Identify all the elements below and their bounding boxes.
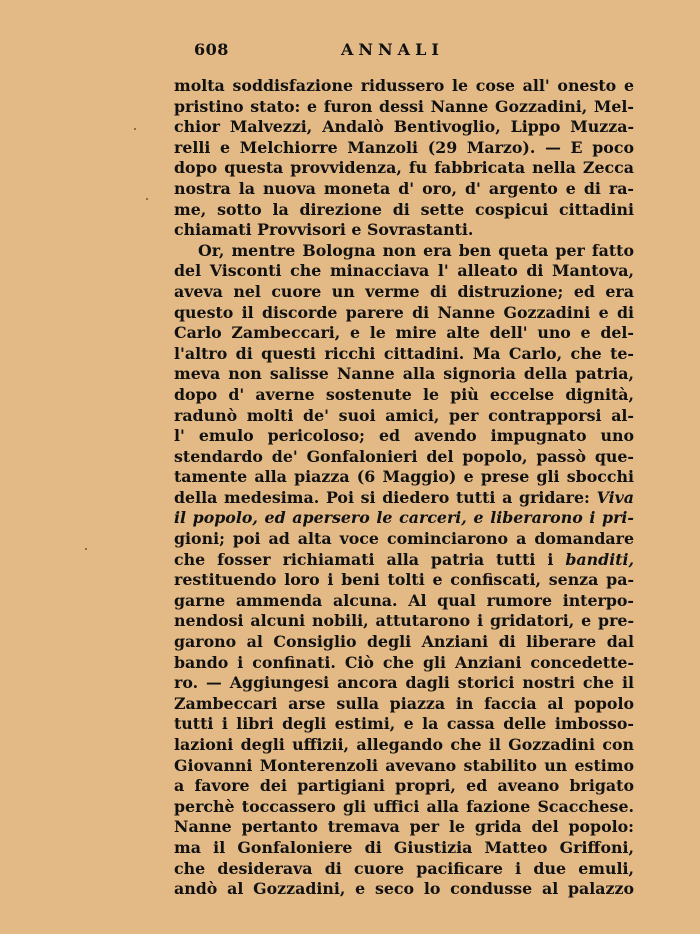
text-line: l'altro di questi ricchi cittadini. Ma Carlo, che te- bbox=[174, 343, 634, 363]
text-line: nendosi alcuni nobili, attutarono i gridatori, e pre- bbox=[174, 611, 634, 631]
text-line: Zambeccari arse sulla piazza in faccia al popolo bbox=[174, 693, 634, 713]
running-title: ANNALI bbox=[341, 40, 444, 59]
text-line: andò al Gozzadini, e seco lo condusse al palazzo bbox=[174, 879, 634, 899]
text-segment: della medesima. Poi si diedero tutti a gridare: bbox=[174, 487, 590, 507]
text-line: dopo questa provvidenza, fu fabbricata nella Zecca bbox=[174, 158, 634, 178]
text-line: dopo d' averne sostenute le più eccelse dignità, bbox=[174, 384, 634, 404]
text-line: Carlo Zambeccari, e le mire alte dell' uno e del- bbox=[174, 323, 634, 343]
page-number: 608 bbox=[194, 40, 229, 59]
body-text bbox=[174, 76, 634, 900]
text-line: Nanne pertanto tremava per le grida del popolo: bbox=[174, 817, 634, 837]
italic-word: banditi, bbox=[565, 549, 635, 569]
italic-phrase: il popolo, ed apersero le carceri, e liberarono i pri- bbox=[174, 508, 634, 528]
text-line: bando i confinati. Ciò che gli Anziani concedette- bbox=[174, 652, 634, 672]
text-line: radunò molti de' suoi amici, per contrapporsi al- bbox=[174, 405, 634, 425]
paper-speck bbox=[146, 198, 148, 200]
text-line: lazioni degli uffizii, allegando che il Gozzadini con bbox=[174, 735, 634, 754]
text-line: nostra la nuova moneta d' oro, d' argento e di ra- bbox=[174, 178, 634, 198]
text-line: relli e Melchiorre Manzoli (29 Marzo). — E poco bbox=[174, 137, 634, 157]
text-line: stendardo de' Gonfalonieri del popolo, passò que- bbox=[174, 446, 634, 466]
text-line: l' emulo pericoloso; ed avendo impugnato uno bbox=[174, 426, 634, 446]
text-line: questo il discorde parere di Nanne Gozzadini e di bbox=[174, 302, 634, 322]
text-line: a favore dei partigiani propri, ed aveano brigato bbox=[174, 776, 634, 796]
text-line bbox=[174, 508, 634, 529]
text-line: tamente alla piazza (6 Maggio) e prese gli sbocchi bbox=[174, 467, 634, 487]
text-line: pristino stato: e furon dessi Nanne Gozzadini, Mel- bbox=[174, 96, 634, 116]
text-line: gioni; poi ad alta voce cominciarono a domandare bbox=[174, 529, 634, 549]
text-line: perchè toccassero gli uffici alla fazione Scacchese. bbox=[174, 796, 634, 816]
text-segment: che fosser richiamati alla patria tutti i bbox=[174, 549, 554, 569]
text-line-with-italic bbox=[174, 550, 634, 571]
text-line: chior Malvezzi, Andalò Bentivoglio, Lippo Muzza- bbox=[174, 117, 634, 137]
text-line: garne ammenda alcuna. Al qual rumore interpo- bbox=[174, 590, 634, 610]
text-line: chiamati Provvisori e Sovrastanti. bbox=[174, 220, 474, 240]
text-line: ma il Gonfaloniere di Giustizia Matteo Griffoni, bbox=[174, 837, 634, 857]
text-line: ro. — Aggiungesi ancora dagli storici nostri che il bbox=[174, 673, 634, 693]
text-line: tutti i libri degli estimi, e la cassa delle imbosso- bbox=[174, 714, 634, 734]
text-line: me, sotto la direzione di sette cospicui cittadini bbox=[174, 199, 634, 219]
text-line: molta soddisfazione ridussero le cose all' onesto e bbox=[174, 76, 634, 95]
text-line: garono al Consiglio degli Anziani di liberare dal bbox=[174, 632, 634, 652]
text-line: meva non salisse Nanne alla signoria della patria, bbox=[174, 364, 634, 384]
text-line: Giovanni Monterenzoli avevano stabilito un estimo bbox=[174, 755, 634, 775]
paper-speck bbox=[134, 128, 136, 130]
text-line: aveva nel cuore un verme di distruzione; ed era bbox=[174, 281, 634, 301]
text-line: che desiderava di cuore pacificare i due emuli, bbox=[174, 858, 634, 878]
italic-word: Viva bbox=[596, 487, 635, 507]
text-line: Or, mentre Bologna non era ben queta per fatto bbox=[198, 240, 634, 260]
paper-speck bbox=[85, 548, 87, 550]
text-line: del Visconti che minacciava l' alleato di Mantova, bbox=[174, 261, 634, 281]
page-header bbox=[174, 40, 634, 64]
text-line: restituendo loro i beni tolti e confiscati, senza pa- bbox=[174, 570, 634, 590]
text-line-with-italic bbox=[174, 488, 634, 509]
